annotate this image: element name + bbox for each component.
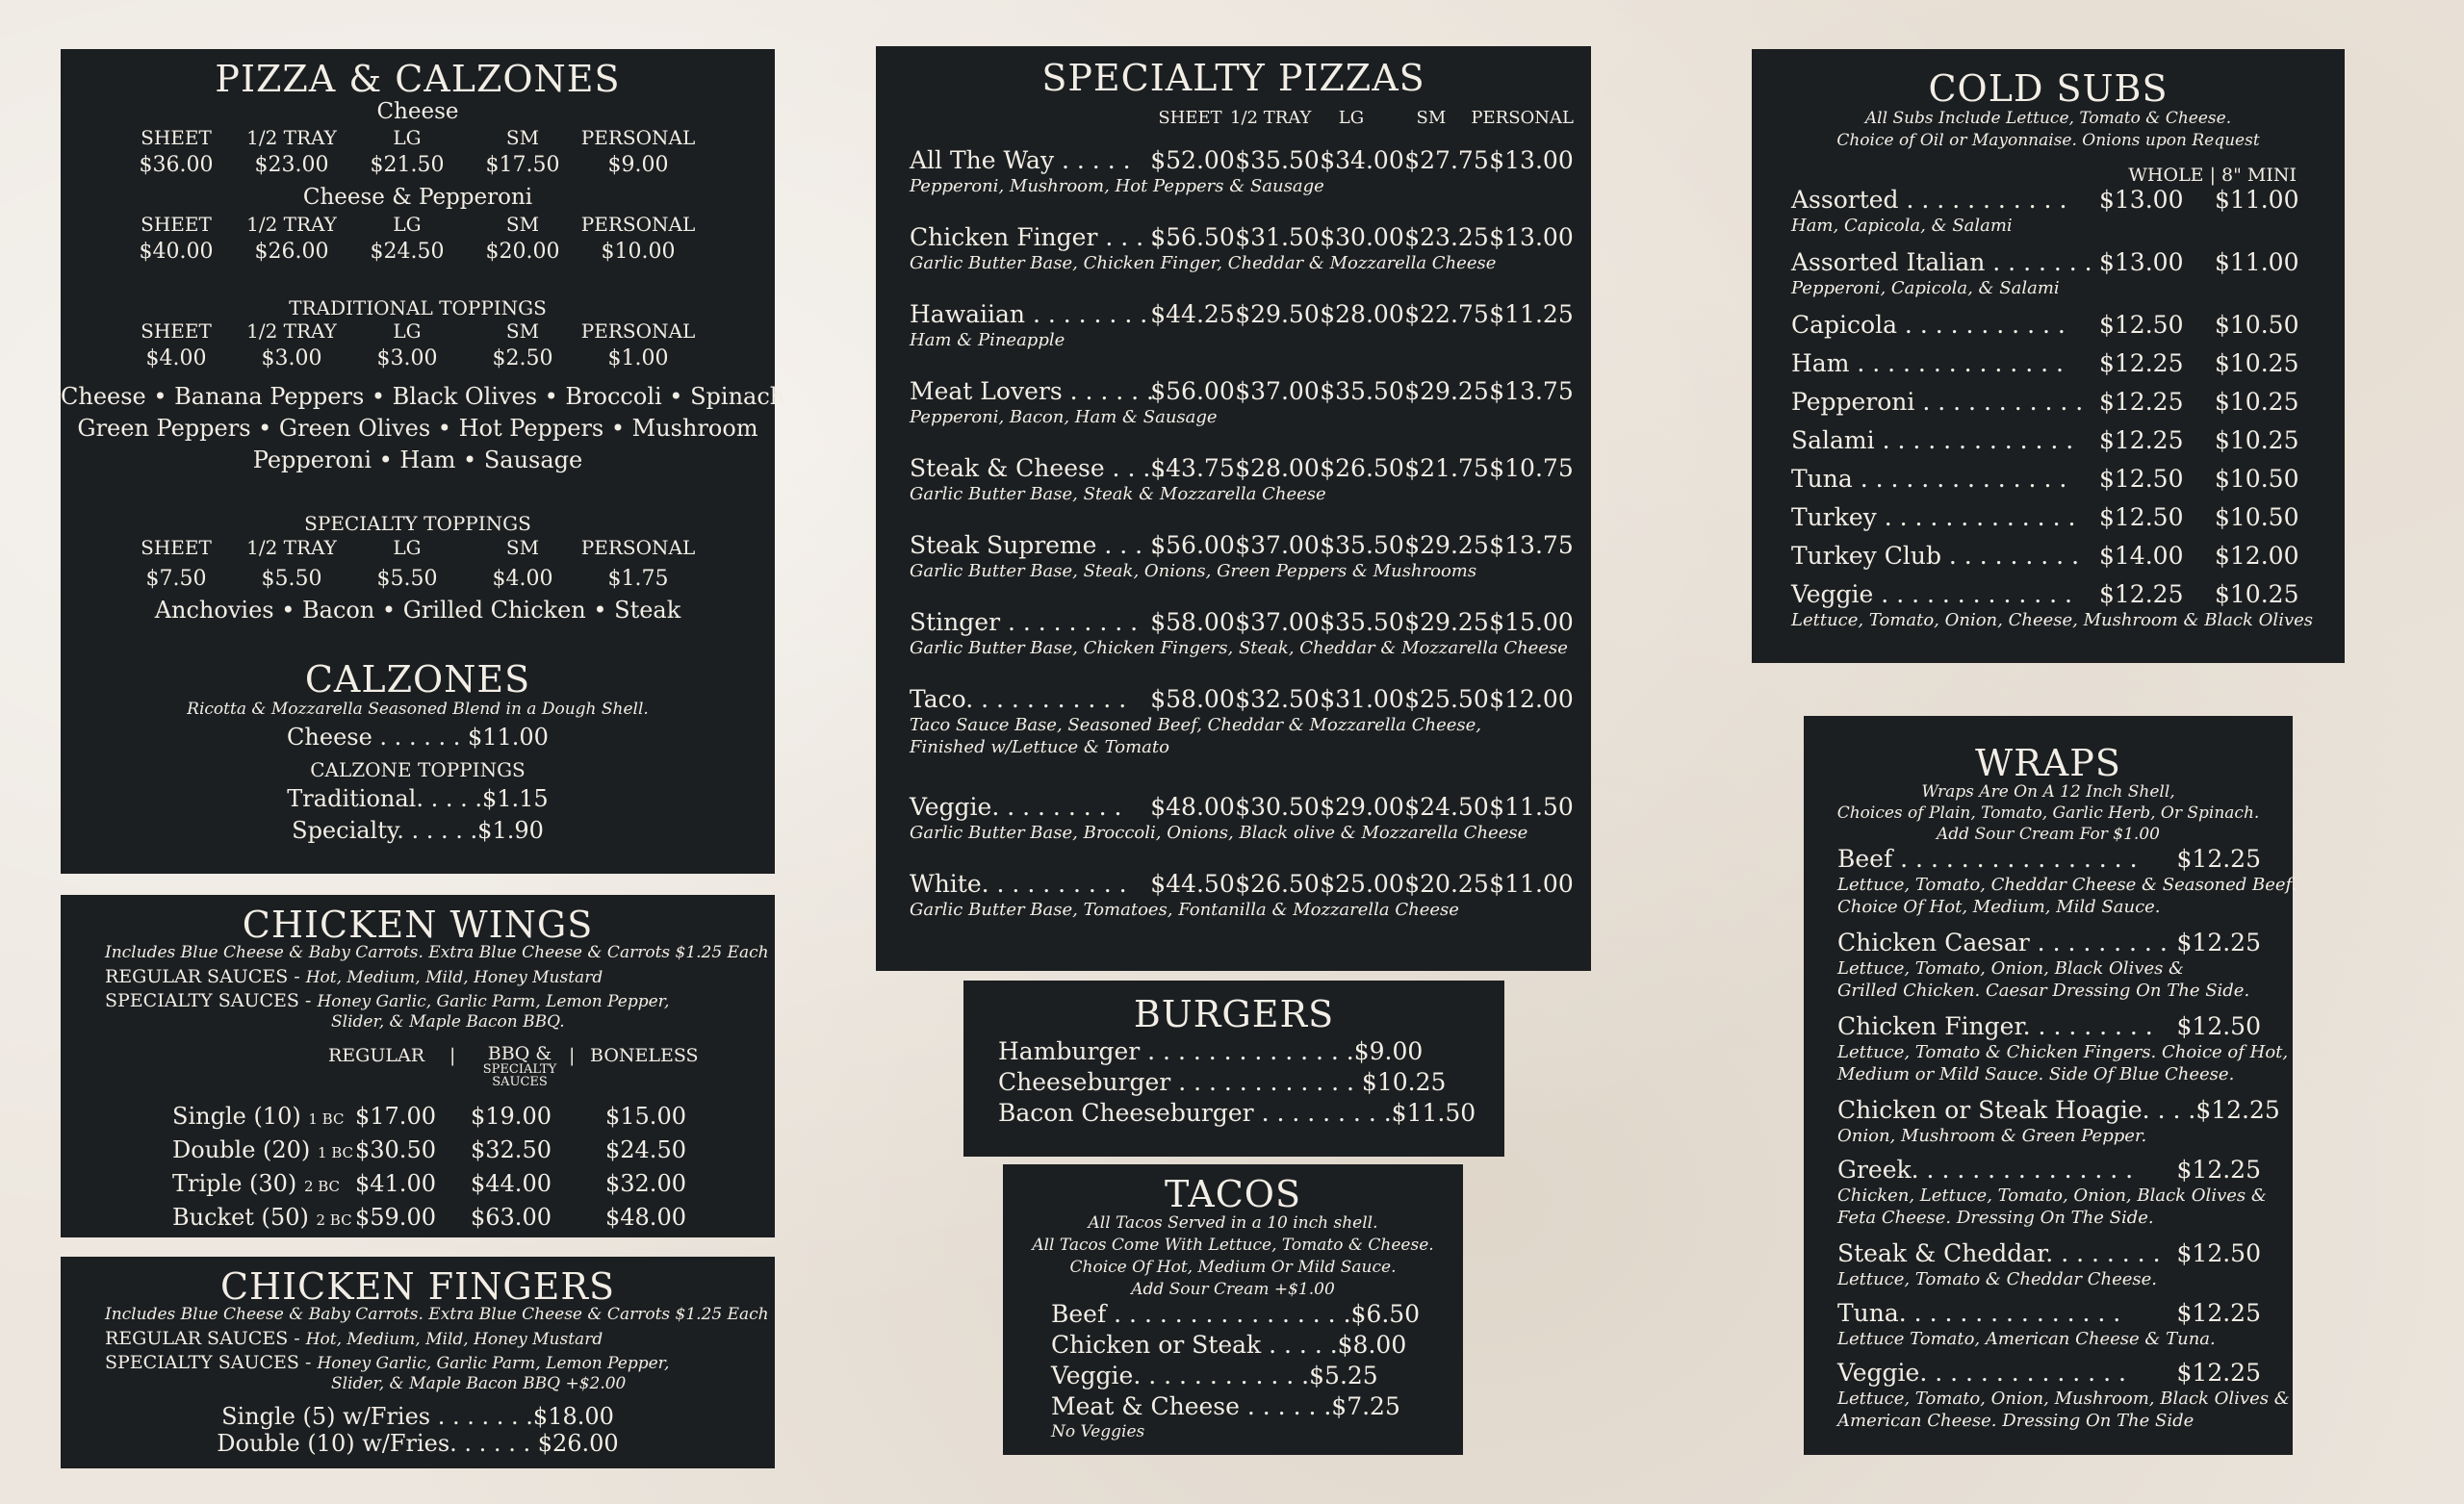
- fingers-note: Includes Blue Cheese & Baby Carrots. Extra Blue Cheese & Carrots $1.25 Each: [105, 1305, 769, 1324]
- specialty-item: Stinger . . . . . . . . . $58.00 $37.00 $35.50 $29.25 $15.00 Garlic Butter Base, Chicken Fingers, Steak, Cheddar & Mozzarella Cheese: [910, 608, 1574, 658]
- wings-row: Single (10) 1 BC $17.00 $19.00 $15.00: [172, 1103, 686, 1130]
- subs-items: [1791, 186, 2314, 638]
- traditional-toppings-title: TRADITIONAL TOPPINGS: [289, 296, 547, 319]
- subs-notes: All Subs Include Lettuce, Tomato & Cheese. Choice of Oil or Mayonnaise. Onions upon Request: [1836, 109, 2260, 150]
- traditional-size-header: SHEET 1/2 TRAY LG SM PERSONAL $4.00 $3.00 $3.00 $2.50 $1.00: [118, 319, 696, 370]
- specialty-size-header: SHEET 1/2 TRAY LG SM PERSONAL: [1158, 108, 1574, 128]
- calzone-specialty: Specialty. . . . . .$1.90: [292, 817, 544, 844]
- wings-row: Double (20) 1 BC $30.50 $32.50 $24.50: [172, 1136, 686, 1163]
- fingers-specialty-sauces-2: Slider, & Maple Bacon BBQ +$2.00: [331, 1374, 627, 1393]
- wraps-notes: Wraps Are On A 12 Inch Shell, Choices of Plain, Tomato, Garlic Herb, Or Spinach. Add Sour Cream For $1.00: [1836, 782, 2260, 844]
- calzones-title: CALZONES: [304, 658, 531, 701]
- calzone-toppings-title: CALZONE TOPPINGS: [310, 758, 526, 781]
- burger-item: Hamburger . . . . . . . . . . . . . .$9.00: [998, 1037, 1424, 1065]
- fingers-specialty-sauces: SPECIALTY SAUCES - Honey Garlic, Garlic Parm, Lemon Pepper,: [105, 1352, 670, 1373]
- wings-note: Includes Blue Cheese & Baby Carrots. Extra Blue Cheese & Carrots $1.25 Each: [105, 943, 769, 962]
- fingers-double: Double (10) w/Fries. . . . . . $26.00: [217, 1430, 619, 1457]
- sub-item: Ham . . . . . . . . . . . . . . $12.25 $10.25: [1791, 349, 2299, 377]
- pepperoni-prices: $40.00 $26.00 $24.50 $20.00 $10.00: [139, 240, 676, 264]
- sub-item: Tuna . . . . . . . . . . . . . . $12.50 $10.50: [1791, 465, 2299, 493]
- specialty-toppings-title: SPECIALTY TOPPINGS: [304, 512, 531, 535]
- specialty-item: Meat Lovers . . . . . . $56.00 $37.00 $35.50 $29.25 $13.75 Pepperoni, Bacon, Ham & Sausage: [910, 377, 1574, 427]
- fingers-title: CHICKEN FINGERS: [219, 1265, 616, 1308]
- sub-item: Assorted . . . . . . . . . . . $13.00 $11.00 Ham, Capicola, & Salami: [1791, 186, 2299, 236]
- taco-item: Beef . . . . . . . . . . . . . . . .$6.50: [1051, 1300, 1421, 1328]
- pepperoni-title: Cheese & Pepperoni: [302, 185, 533, 210]
- wrap-item: Chicken or Steak Hoagie. . . . $12.25 Onion, Mushroom & Green Pepper.: [1837, 1096, 2280, 1146]
- wings-row: Bucket (50) 2 BC $59.00 $63.00 $48.00: [172, 1204, 686, 1231]
- wrap-item: Chicken Caesar . . . . . . . . . $12.25 Lettuce, Tomato, Onion, Black Olives & Grilled Chicken. Caesar Dressing On The Side.: [1837, 929, 2261, 1002]
- wrap-item: Beef . . . . . . . . . . . . . . . . $12.25 Lettuce, Tomato, Cheddar Cheese & Seasoned Beef. Choice Of Hot, Medium, Mild Sauce.: [1837, 845, 2297, 918]
- traditional-prices: $4.00 $3.00 $3.00 $2.50 $1.00: [145, 346, 669, 370]
- tacos-items: [1051, 1299, 1420, 1422]
- taco-item: Meat & Cheese . . . . . .$7.25: [1051, 1392, 1400, 1420]
- wings-specialty-sauces-2: Slider, & Maple Bacon BBQ.: [331, 1012, 565, 1032]
- taco-item: Veggie. . . . . . . . . . . .$5.25: [1051, 1362, 1378, 1389]
- sub-item: Salami . . . . . . . . . . . . . $12.25 $10.25: [1791, 426, 2299, 454]
- pepperoni-size-header: SHEET 1/2 TRAY LG SM PERSONAL $40.00 $26.00 $24.50 $20.00 $10.00: [118, 213, 696, 264]
- cheese-title: Cheese: [376, 99, 459, 124]
- tacos-no-veggies: No Veggies: [1051, 1422, 1145, 1441]
- cold-subs-panel: [1752, 49, 2345, 663]
- fingers-regular-sauces: REGULAR SAUCES - Hot, Medium, Mild, Honey Mustard: [105, 1328, 603, 1349]
- specialty-item: Steak & Cheese . . . . $43.75 $28.00 $26.50 $21.75 $10.75 Garlic Butter Base, Steak & Mozzarella Cheese: [910, 454, 1574, 504]
- specialty-title: SPECIALTY PIZZAS: [1041, 57, 1425, 99]
- burger-item: Cheeseburger . . . . . . . . . . . . $10.25: [998, 1068, 1447, 1096]
- wraps-panel: [1804, 716, 2297, 1455]
- sub-item: Veggie . . . . . . . . . . . . . $12.25 $10.25 Lettuce, Tomato, Onion, Cheese, Mushroom & Black Olives: [1791, 580, 2314, 630]
- chicken-wings-panel: [61, 895, 775, 1237]
- wraps-items: [1837, 845, 2297, 1442]
- wings-col-divider-1: |: [449, 1045, 456, 1066]
- specialty-item: All The Way . . . . . $52.00 $35.50 $34.00 $27.75 $13.00 Pepperoni, Mushroom, Hot Peppers & Sausage: [910, 146, 1574, 196]
- burgers-title: BURGERS: [1133, 993, 1335, 1035]
- wings-row: Triple (30) 2 BC $41.00 $44.00 $32.00: [172, 1170, 686, 1197]
- size-sheet: SHEET: [141, 126, 212, 149]
- size-half-tray: 1/2 TRAY: [246, 126, 337, 149]
- tacos-notes: All Tacos Served in a 10 inch shell. All Tacos Come With Lettuce, Tomato & Cheese. Choice Of Hot, Medium Or Mild Sauce. Add Sour Cream +$1.00: [1032, 1213, 1434, 1299]
- sub-item: Pepperoni . . . . . . . . . . . $12.25 $10.25: [1791, 388, 2299, 416]
- specialty-item: Chicken Finger . . . . . $56.50 $31.50 $30.00 $23.25 $13.00 Garlic Butter Base, Chicken Finger, Cheddar & Mozzarella Cheese: [910, 223, 1574, 273]
- wrap-item: Chicken Finger. . . . . . . . . $12.50 Lettuce, Tomato & Chicken Fingers. Choice of Hot, Medium or Mild Sauce. Side Of Blue Cheese.: [1837, 1012, 2289, 1085]
- cheese-prices: $36.00 $23.00 $21.50 $17.50 $9.00: [139, 153, 669, 177]
- specialty-item: Hawaiian . . . . . . . . $44.25 $29.50 $28.00 $22.75 $11.25 Ham & Pineapple: [910, 300, 1574, 350]
- wings-col-bbq: BBQ & SPECIALTY SAUCES: [482, 1043, 557, 1089]
- calzones-note: Ricotta & Mozzarella Seasoned Blend in a Dough Shell.: [187, 700, 649, 719]
- calzone-traditional: Traditional. . . . .$1.15: [287, 785, 549, 812]
- sub-item: Assorted Italian . . . . . . . $13.00 $11.00 Pepperoni, Capicola, & Salami: [1791, 248, 2299, 298]
- specialty-item: Taco. . . . . . . . . . . $58.00 $32.50 $31.00 $25.50 $12.00 Taco Sauce Base, Seasoned Beef, Cheddar & Mozzarella Cheese, Finished w/Lettuce & Tomato: [910, 685, 1574, 758]
- wrap-item: Steak & Cheddar. . . . . . . . $12.50 Lettuce, Tomato & Cheddar Cheese.: [1837, 1239, 2261, 1289]
- pizza-title: PIZZA & CALZONES: [215, 58, 621, 100]
- wings-title: CHICKEN WINGS: [242, 904, 594, 946]
- size-personal: PERSONAL: [580, 126, 696, 149]
- size-lg: LG: [393, 126, 422, 149]
- size-sm: SM: [505, 126, 540, 149]
- specialty-item: Veggie. . . . . . . . . $48.00 $30.50 $29.00 $24.50 $11.50 Garlic Butter Base, Broccoli, Onions, Black olive & Mozzarella Cheese: [910, 793, 1574, 843]
- specialty-item: Steak Supreme . . . . . $56.00 $37.00 $35.50 $29.25 $13.75 Garlic Butter Base, Steak, Onions, Green Peppers & Mushrooms: [910, 531, 1574, 581]
- wrap-item: Veggie. . . . . . . . . . . . . . $12.25 Lettuce, Tomato, Onion, Mushroom, Black Olives & American Cheese. Dressing On The Side: [1837, 1359, 2290, 1432]
- burgers-panel: [963, 981, 1504, 1157]
- burgers-items: [998, 1036, 1476, 1129]
- specialty-items: [910, 146, 1574, 947]
- wings-rows: [172, 1101, 686, 1236]
- fingers-items: [61, 1403, 775, 1457]
- burger-item: Bacon Cheeseburger . . . . . . . . .$11.50: [998, 1099, 1476, 1127]
- wrap-item: Tuna. . . . . . . . . . . . . . . $12.25 Lettuce Tomato, American Cheese & Tuna.: [1837, 1299, 2261, 1349]
- specialty-prices: $7.50 $5.50 $5.50 $4.00 $1.75: [145, 567, 669, 591]
- specialty-pizzas-panel: [876, 46, 1591, 971]
- traditional-toppings-list: Cheese • Banana Peppers • Black Olives • Broccoli • Spinach Green Peppers • Green Olives • Hot Peppers • Mushroom Pepperoni • Ham • Sausage: [61, 383, 785, 473]
- specialty-size-header: SHEET 1/2 TRAY LG SM PERSONAL $7.50 $5.50 $5.50 $4.00 $1.75: [118, 536, 696, 591]
- chicken-fingers-panel: [61, 1257, 775, 1468]
- wrap-item: Greek. . . . . . . . . . . . . . . $12.25 Chicken, Lettuce, Tomato, Onion, Black Olives & Feta Cheese. Dressing On The Side.: [1837, 1156, 2267, 1229]
- cheese-size-header: [118, 126, 696, 177]
- wings-specialty-sauces: SPECIALTY SAUCES - Honey Garlic, Garlic Parm, Lemon Pepper,: [105, 990, 670, 1011]
- subs-title: COLD SUBS: [1928, 67, 2169, 110]
- sub-item: Capicola . . . . . . . . . . . $12.50 $10.50: [1791, 311, 2299, 339]
- specialty-toppings-list: Anchovies • Bacon • Grilled Chicken • Steak: [154, 597, 681, 624]
- tacos-panel: [1003, 1164, 1463, 1455]
- specialty-item: White. . . . . . . . . . $44.50 $26.50 $25.00 $20.25 $11.00 Garlic Butter Base, Tomatoes, Fontanilla & Mozzarella Cheese: [910, 870, 1574, 920]
- wraps-title: WRAPS: [1975, 742, 2121, 784]
- sub-item: Turkey . . . . . . . . . . . . . $12.50 $10.50: [1791, 503, 2299, 531]
- fingers-single: Single (5) w/Fries . . . . . . .$18.00: [221, 1403, 614, 1430]
- taco-item: Chicken or Steak . . . . .$8.00: [1051, 1331, 1407, 1359]
- pizza-calzones-panel: [61, 49, 785, 874]
- wings-col-divider-2: |: [569, 1045, 576, 1066]
- wings-regular-sauces: REGULAR SAUCES - Hot, Medium, Mild, Honey Mustard: [105, 966, 603, 987]
- sub-item: Turkey Club . . . . . . . . . $14.00 $12.00: [1791, 542, 2299, 570]
- calzone-cheese: Cheese . . . . . . $11.00: [287, 724, 549, 751]
- tacos-title: TACOS: [1165, 1173, 1301, 1215]
- wings-col-regular: REGULAR: [328, 1045, 425, 1066]
- wings-col-boneless: BONELESS: [590, 1045, 699, 1066]
- subs-header: WHOLE | 8" MINI: [2128, 165, 2297, 186]
